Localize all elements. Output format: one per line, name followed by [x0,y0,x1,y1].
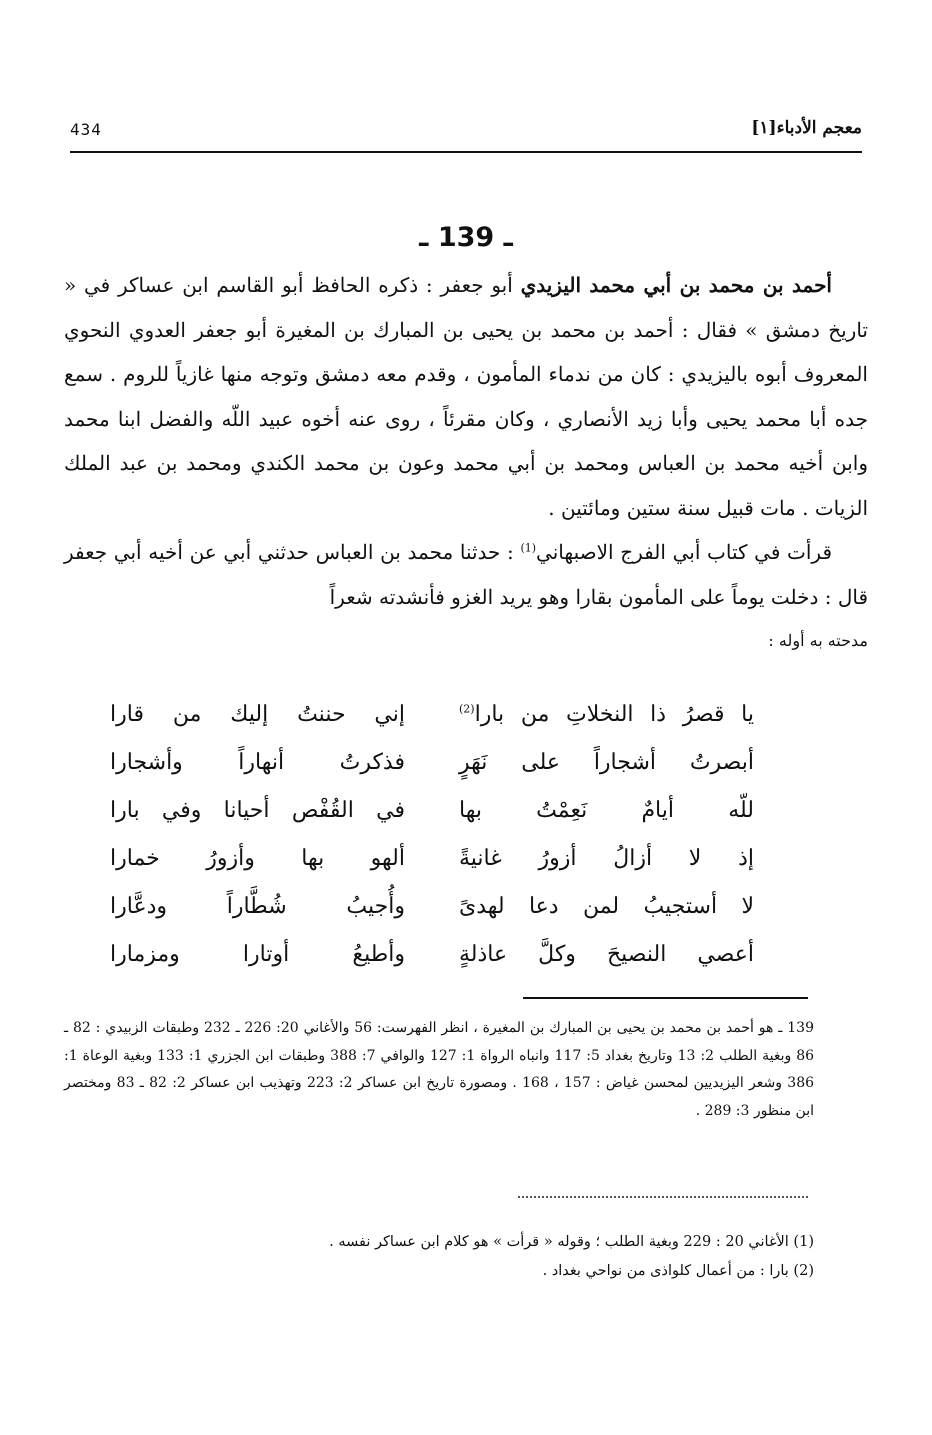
bibliography-note: 139 ـ هو أحمد بن محمد بن يحيى بن المبارك بن المغيرة ، انظر الفهرست: 56 والأغاني 20: 226 ـ 232 وطبقات الزبيدي : 82 ـ 86 وبغية الطلب 2: 13 وتاريخ بغداد 5: 117 وانباه الرواة 1: 127 والوافي 7: 388 وطبقات ابن الجزري 1: 133 وبغية الوعاة 1: 386 وشعر اليزيديين لمحسن غياض : 157 ، 168 . ومصورة تاريخ ابن عساكر 2: 223 وتهذيب ابن عساكر 2: 82 ـ 83 ومختصر ابن منظور 3: 289 . [64,1020,815,1119]
running-header [70,118,862,148]
verse-first-hemistich: أعصي النصيحَ وكلَّ عاذلةٍ [459,941,754,967]
anecdote-text-a: قرأت في كتاب أبي الفرج الاصبهاني [536,540,833,564]
entry-body [64,263,868,664]
verse [110,834,754,882]
verse-second-hemistich: في القُفْص أحيانا وفي بارا [110,797,405,823]
dotted-separator [518,1196,808,1198]
verse-second-hemistich: ألهو بها وأزورُ خمارا [110,845,405,871]
paragraph-biography [64,263,868,530]
footnote-2: (2) بارا : من أعمال كلواذى من نواحي بغداد . [542,1263,814,1279]
verse [110,882,754,930]
verse-first-hemistich: أبصرتُ أشجاراً على نَهَرٍ [459,749,754,775]
footnote-2-marker: (2) [459,702,475,716]
verse-first-hemistich: للّه أيامٌ نَعِمْتُ بها [459,797,754,823]
anecdote-text-c: مدحته به أوله : [768,631,868,650]
paragraph-anecdote [64,530,868,619]
verse [110,690,754,738]
page-number: 434 [70,120,102,139]
footnote-1: (1) الأغاني 20 : 229 وبغية الطلب ؛ وقوله « قرأت » هو كلام ابن عساكر نفسه . [329,1234,814,1250]
verse-first-hemistich: إذ لا أزالُ أزورُ غانيةً [459,845,754,871]
verse-first-hemistich: لا أستجيبُ لمن دعا لهدىً [459,893,754,919]
verse-second-hemistich: وأُجيبُ شُطَّاراً ودعَّارا [110,893,405,919]
book-title: معجم الأدباء[١] [751,118,862,138]
verse-second-hemistich: إني حننتُ إليك من قارا [110,701,405,727]
poem [110,690,754,978]
header-rule [70,151,862,153]
footnote-rule [523,997,808,999]
verse-first-hemistich: يا قصرُ ذا النخلاتِ من بارا$^{(2)}$ [459,701,754,727]
verse [110,786,754,834]
verse-second-hemistich: فذكرتُ أنهاراً وأشجارا [110,749,405,775]
paragraph-biography-text: أبو جعفر : ذكره الحافظ أبو القاسم ابن عساكر في « تاريخ دمشق » فقال : أحمد بن محمد بن يحيى بن المبارك بن المغيرة أبو جعفر العدوي النحوي المعروف أبوه باليزيدي : كان من ندماء المأمون ، وقدم معه دمشق وتوجه منها غازياً للروم . سمع جده أبا محمد يحيى وأبا زيد الأنصاري ، وكان مقرئاً ، روى عنه أخوه عبيد اللّه والفضل ابنا محمد وابن أخيه محمد بن العباس ومحمد بن أبي محمد وعون بن محمد الكندي ومحمد بن عبد الملك الزيات . مات قبيل سنة ستين ومائتين . [64,273,868,520]
verse-second-hemistich: وأطيعُ أوتارا ومزمارا [110,941,405,967]
footnote-1-marker: (1) [520,541,537,555]
verse [110,930,754,978]
anecdote-text-b: : حدثنا محمد بن العباس حدثني أبي عن أخيه أبي جعفر قال : دخلت يوماً على المأمون بقارا وهو يريد الغزو فأنشدته شعراً [64,540,868,609]
entry-number: ـ 139 ـ [419,222,513,253]
verse [110,738,754,786]
entry-name: أحمد بن محمد بن أبي محمد اليزيدي [520,273,832,297]
footnotes [64,1228,814,1286]
